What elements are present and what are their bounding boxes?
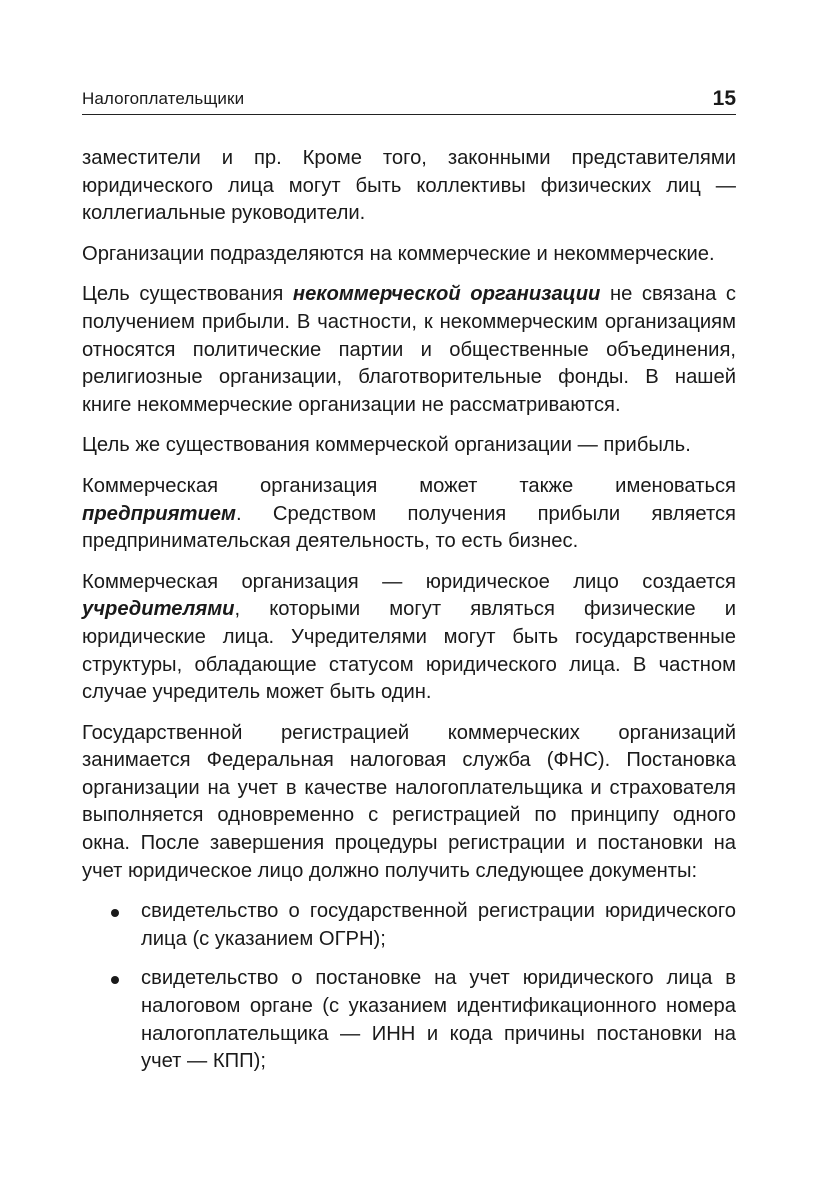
documents-list [82,898,736,1076]
term-enterprise: предприятием [82,502,236,525]
term-noncommercial-organization: некоммерческой организации [292,283,601,306]
paragraph-organization-types: Организации подразделяются на коммерческие и некоммерческие. [82,242,715,265]
paragraph-text: . Средством получения прибыли является предпринимательская деятельность, то есть бизнес. [82,502,736,553]
paragraph-text: Цель существования [82,283,293,306]
body-text [82,145,736,1088]
bullet-icon [111,909,119,917]
list-item [82,965,736,1075]
list-item [82,898,736,953]
list-item-text: свидетельство о государственной регистрации юридического лица (с указанием ОГРН); [141,900,736,950]
paragraph-commercial-goal: Цель же существования коммерческой организации — прибыль. [82,434,691,457]
paragraph-text: не связана с получением прибыли. В частности, к некоммерческим организациям относятся политические партии и общественные объединения, религиозные организации, благотворительные фонды. В нашей книге некоммерческие организации не рассматриваются. [82,283,736,416]
section-title: Налогоплательщики [82,89,245,108]
paragraph-text: , которыми могут являться физические и юридические лица. Учредителями могут быть государственные структуры, обладающие статусом юридического лица. В частном случае учредитель может быть один. [82,598,736,704]
paragraph-text: Коммерческая организация — юридическое лицо создается [82,570,736,593]
list-item-text: свидетельство о постановке на учет юридического лица в налоговом органе (с указанием идентификационного номера налогоплательщика — ИНН и кода причины постановки на учет — КПП); [141,967,736,1073]
paragraph-legal-representatives: заместители и пр. Кроме того, законными представителями юридического лица могут быть коллективы физических лиц — коллегиальные руководители. [82,147,736,225]
paragraph-text: Коммерческая организация может также именоваться [82,474,736,497]
paragraph-enterprise [82,473,736,556]
bullet-icon [111,976,119,984]
term-founders: учредителями [82,598,235,621]
paragraph-noncommercial [82,281,736,419]
running-header [82,86,736,115]
paragraph-registration: Государственной регистрацией коммерческих организаций занимается Федеральная налоговая служба (ФНС). Постановка организации на учет в качестве налогоплательщика и страхователя выполняется одновременно с регистрацией по принципу одного окна. После завершения процедуры регистрации и постановки на учет юридическое лицо должно получить следующее документы: [82,721,736,882]
paragraph-founders [82,569,736,707]
page-number: 15 [712,87,736,110]
